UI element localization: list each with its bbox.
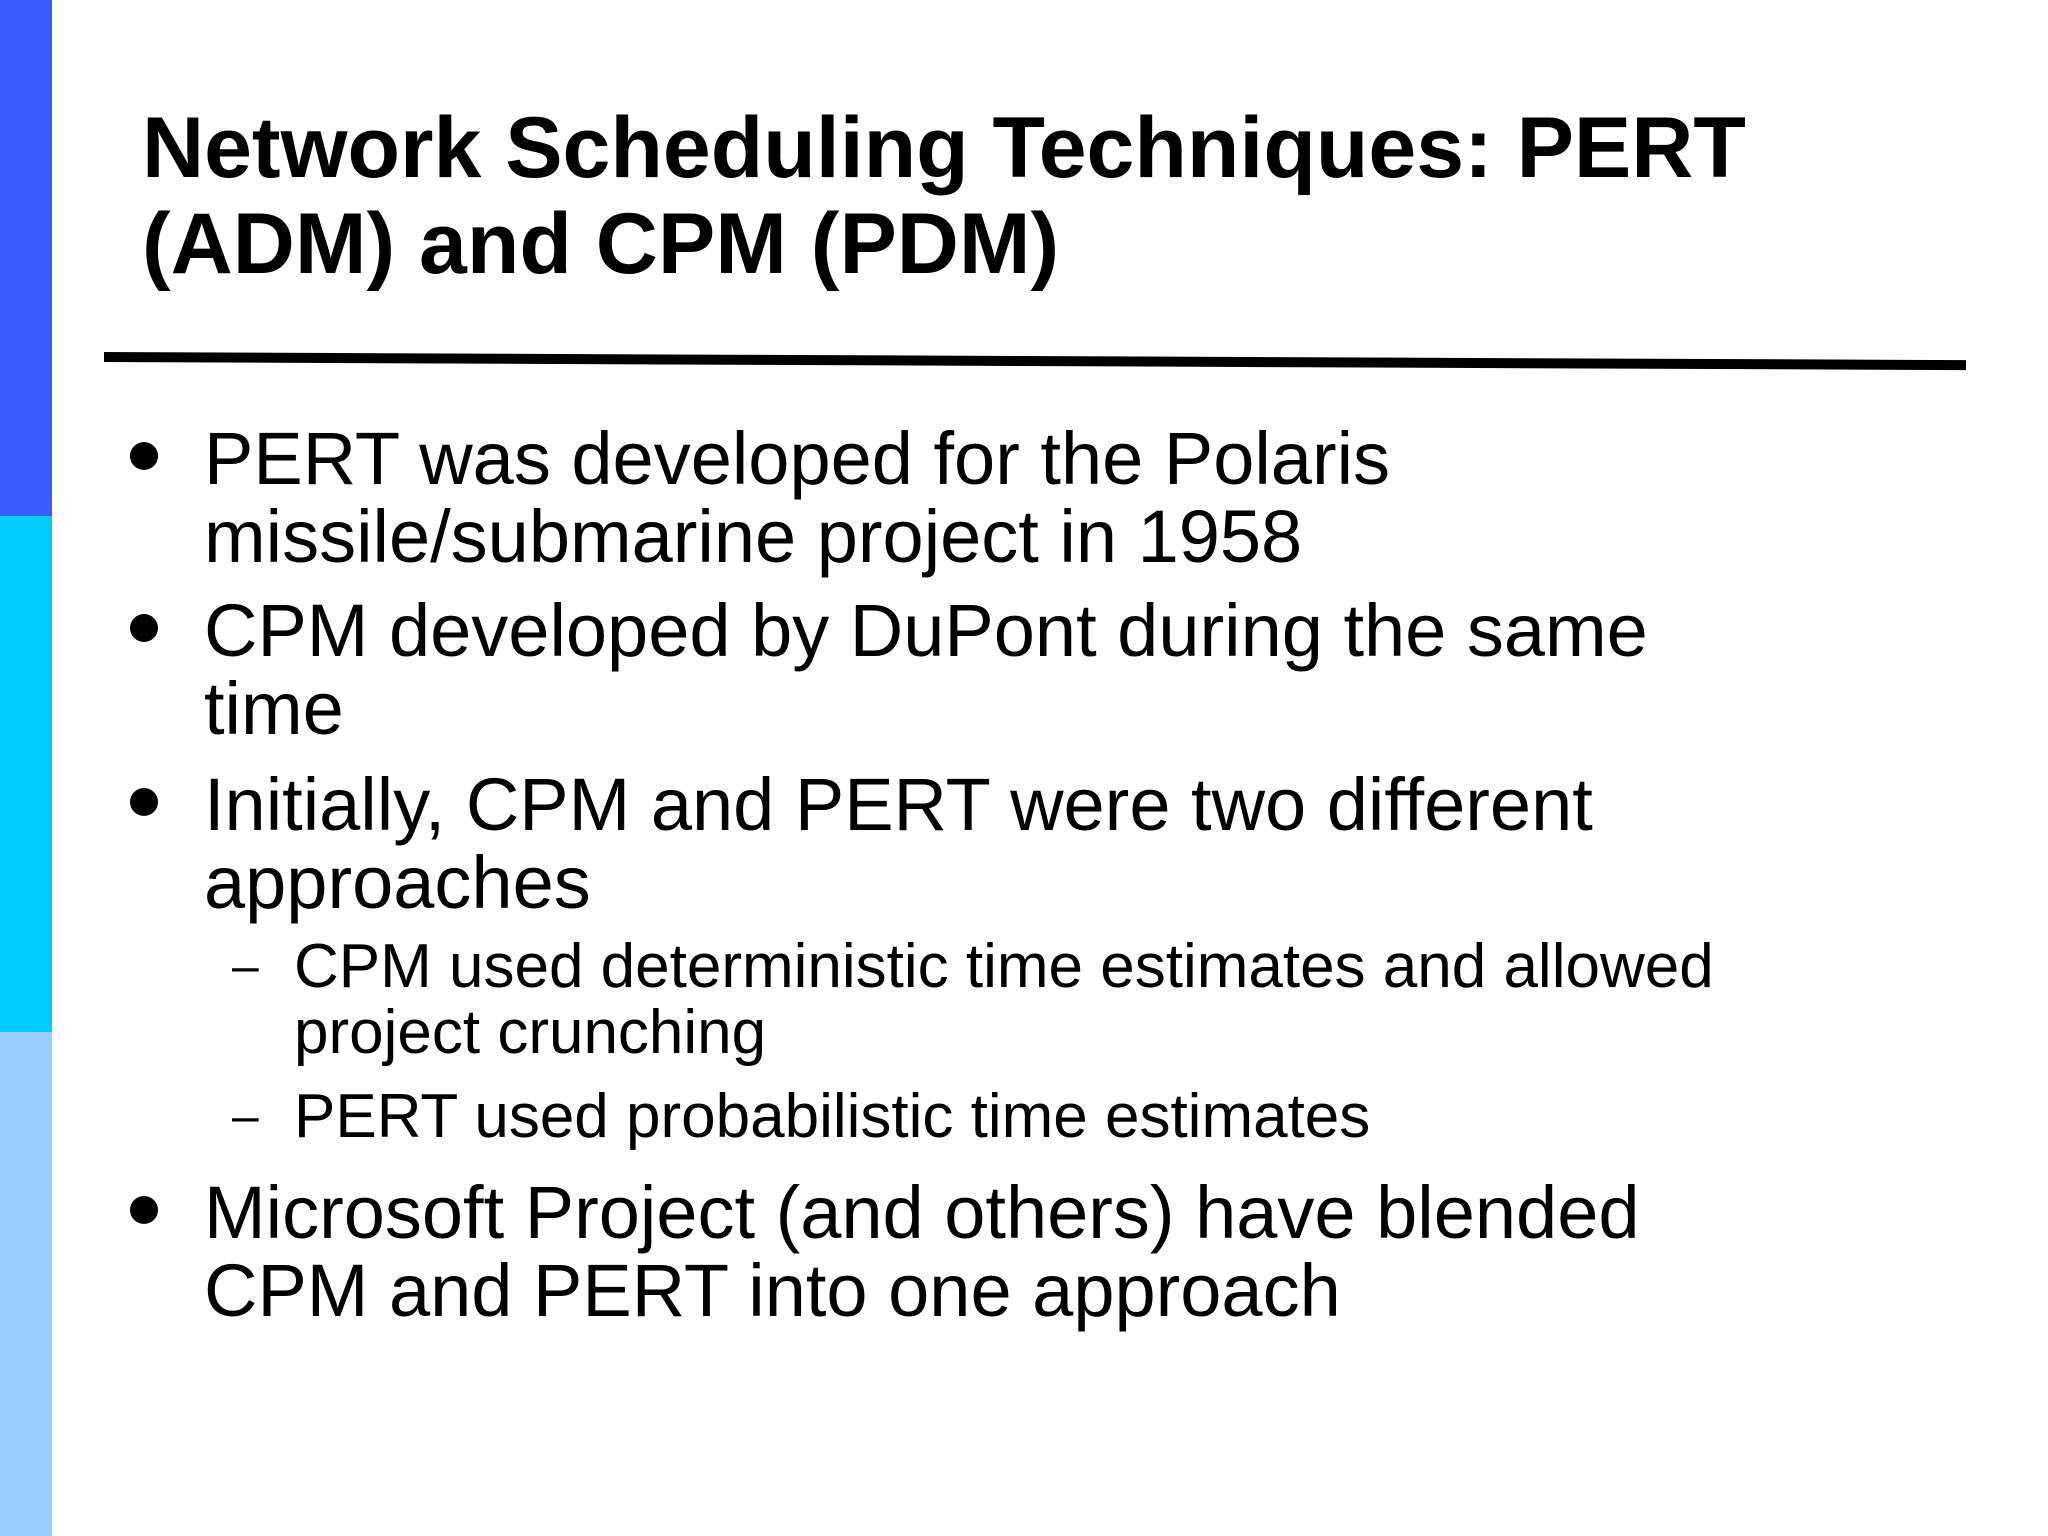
bullet-text: PERT was developed for the Polaris missile/submarine project in 1958 [204,417,1391,578]
bullet-text: CPM developed by DuPont during the same time [204,589,1648,750]
bullet-text: Initially, CPM and PERT were two different approaches [204,763,1593,924]
bullet-dot [130,442,158,470]
sub-bullet-text: CPM used deterministic time estimates and allowed project crunching [294,932,1714,1067]
bullet-text: Microsoft Project (and others) have blended CPM and PERT into one approach [204,1171,1640,1332]
bullet-dot [130,788,158,816]
sub-bullet-dash: – [232,1090,259,1143]
sub-bullet-text: PERT used probabilistic time estimates [294,1082,1371,1151]
sub-bullet-dash: – [232,940,259,993]
slide-title: Network Scheduling Techniques: PERT (ADM) and CPM (PDM) [142,100,1746,292]
bullet-dot [130,614,158,642]
bullet-dot [130,1196,158,1224]
